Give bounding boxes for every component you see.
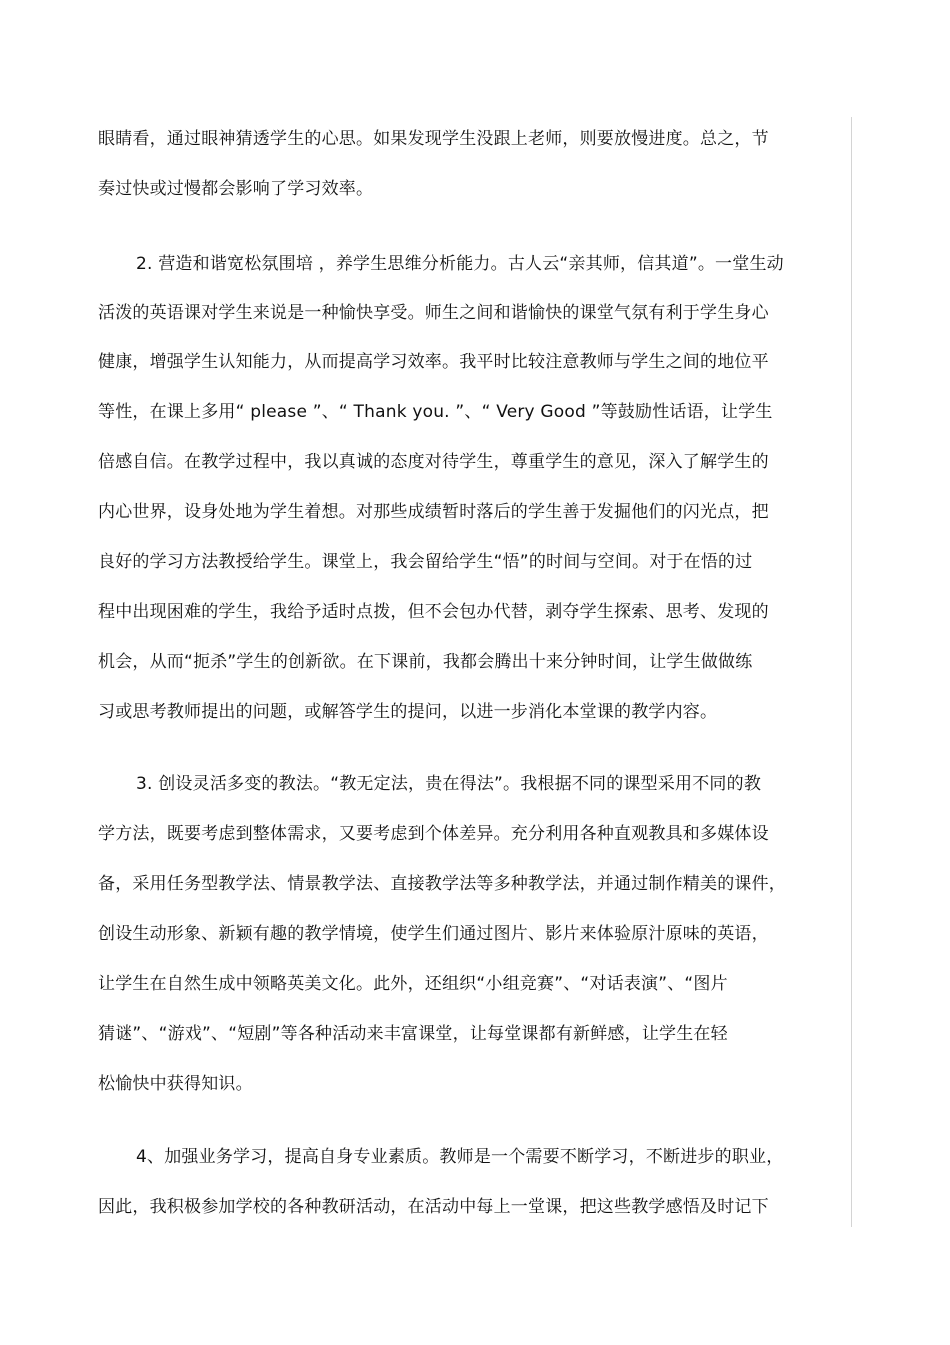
text-line: 良好的学习方法教授给学生。课堂上，我会留给学生“悟”的时间与空间。对于在悟的过 xyxy=(98,552,753,572)
text-line: 程中出现困难的学生，我给予适时点拨，但不会包办代替，剥夺学生探索、思考、发现的 xyxy=(98,602,769,622)
text-line: 等性，在课上多用“ please ”、“ Thank you. ”、“ Very Good ”等鼓励性话语，让学生 xyxy=(98,402,773,422)
paragraph-3-first-line: 3. 创设灵活多变的教法。“教无定法，贵在得法”。我根据不同的课型采用不同的教 xyxy=(136,774,762,794)
text-line: 备，采用任务型教学法、情景教学法、直接教学法等多种教学法，并通过制作精美的课件， xyxy=(98,874,786,894)
text-line: 活泼的英语课对学生来说是一种愉快享受。师生之间和谐愉快的课堂气氛有利于学生身心 xyxy=(98,303,769,323)
text-line: 创设生动形象、新颖有趣的教学情境，使学生们通过图片、影片来体验原汁原味的英语， xyxy=(98,924,769,944)
paragraph-4-first-line: 4、加强业务学习，提高自身专业素质。教师是一个需要不断学习，不断进步的职业， xyxy=(136,1147,784,1167)
text-line: 因此，我积极参加学校的各种教研活动，在活动中每上一堂课，把这些教学感悟及时记下 xyxy=(98,1197,769,1217)
text-line: 机会，从而“扼杀”学生的创新欲。在下课前，我都会腾出十来分钟时间，让学生做做练 xyxy=(98,652,753,672)
text-line: 眼睛看，通过眼神猜透学生的心思。如果发现学生没跟上老师，则要放慢进度。总之，节 xyxy=(98,129,769,149)
text-line: 学方法，既要考虑到整体需求，又要考虑到个体差异。充分利用各种直观教具和多媒体设 xyxy=(98,824,769,844)
text-line: 内心世界，设身处地为学生着想。对那些成绩暂时落后的学生善于发掘他们的闪光点，把 xyxy=(98,502,769,522)
text-line: 习或思考教师提出的问题，或解答学生的提问，以进一步消化本堂课的教学内容。 xyxy=(98,702,718,722)
text-line: 健康，增强学生认知能力，从而提高学习效率。我平时比较注意教师与学生之间的地位平 xyxy=(98,352,769,372)
page-margin-rule xyxy=(851,117,852,1227)
paragraph-2-first-line: 2. 营造和谐宽松氛围培 ，养学生思维分析能力。古人云“亲其师，信其道”。一堂生动 xyxy=(136,254,784,274)
text-line: 倍感自信。在教学过程中，我以真诚的态度对待学生，尊重学生的意见，深入了解学生的 xyxy=(98,452,769,472)
text-line: 松愉快中获得知识。 xyxy=(98,1074,253,1094)
text-line: 奏过快或过慢都会影响了学习效率。 xyxy=(98,179,374,199)
text-line: 猜谜”、“游戏”、“短剧”等各种活动来丰富课堂，让每堂课都有新鲜感，让学生在轻 xyxy=(98,1024,728,1044)
text-line: 让学生在自然生成中领略英美文化。此外，还组织“小组竞赛”、“对话表演”、“图片 xyxy=(98,974,728,994)
